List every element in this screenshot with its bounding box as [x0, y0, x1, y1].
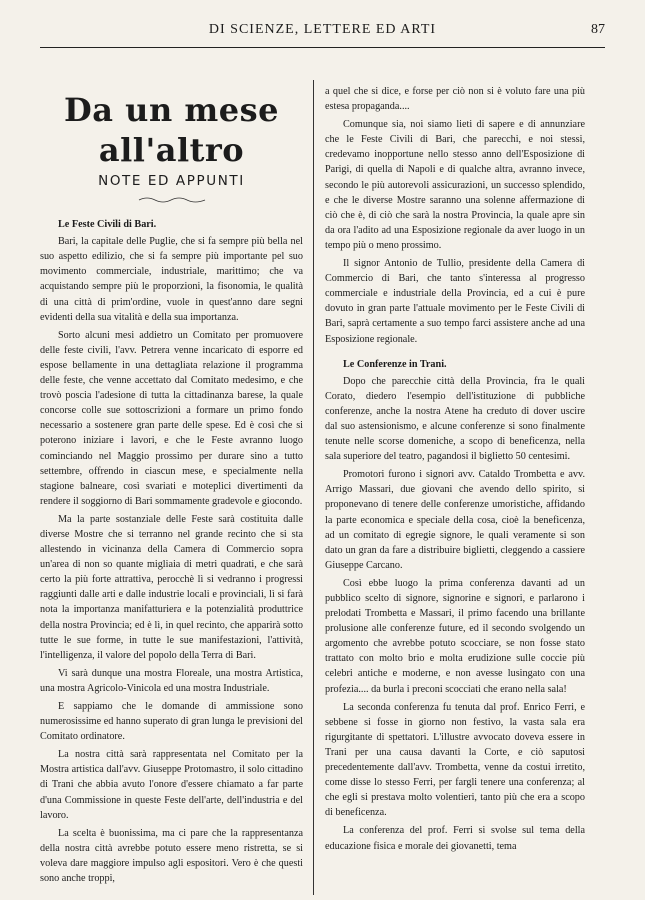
paragraph: Ma la parte sostanziale delle Feste sarà costituita dalle diverse Mostre che si terranno nel grande recinto che si sta allestendo in vicinanza della Camera di Commercio sopra un'area di non so quante migliaia di metri quadrati, e che sarà certo la più forte attrattiva, perocchè lì si vedranno i progressi raggiunti dalle arti e dalle industrie locali e provinciali, lì si farà nota la importanza manifatturiera e la potenzialità produttrice della nostra Provincia; ed è lì, in quel recinto, che apparirà sotto tutte le sue forme, in tutte le sue manifestazioni, l'attività, l'intelligenza, il valore del popolo della Terra di Bari. — [40, 513, 303, 661]
paragraph: Comunque sia, noi siamo lieti di sapere e di annunziare che le Feste Civili di Bari, che parecchi, e noi stessi, credevamo inopportune nello stesso anno dell'Esposizione di Parigi, di quella di Napoli e di qualche altra, avranno invece, secondo le più autorevoli assicurazioni, un successo splendido, e che le diverse Mostre saranno una solenne affermazione di ciò che è, di ciò che sarà la nostra Provincia, la quale apre sin da ora l'adito ad una Esposizione regionale da aver luogo in un tempo più o meno prossimo. — [325, 119, 585, 251]
paragraph: E sappiamo che le domande di ammissione sono numerosissime ed hanno superato di gran lunga le previsioni del Comitato ordinatore. — [40, 701, 303, 743]
masthead-title: Da un mese all'altro — [64, 91, 279, 169]
flourish-ornament — [137, 195, 207, 205]
paragraph: Così ebbe luogo la prima conferenza davanti ad un pubblico scelto di signore, signorine e signori, e parlarono i prelodati Trombetta e Massari, il primo facendo una brillante prolusione alle conferenze future, ed il secondo svolgendo un argomento che avrebbe potuto scocciare, se non fosse stato trattato con molto brio e molta erudizione sulle coccie più celebri antiche e moderne, e non avesse lusingato con una profezia.... da burla i preconi scocciati che erano nella sala! — [325, 577, 585, 695]
paragraph: a quel che si dice, e forse per ciò non si è voluto fare una più estesa propaganda.... — [325, 86, 585, 113]
page-number: 87 — [591, 22, 605, 37]
paragraph: La scelta è buonissima, ma ci pare che la rappresentanza della nostra città avrebbe potuto essere meno ristretta, se si voleva dare maggiore impulso agli espositori. Vero è che questi sono anche troppi, — [40, 827, 303, 885]
column-divider — [313, 80, 314, 895]
paragraph: La seconda conferenza fu tenuta dal prof. Enrico Ferri, e sebbene si fosse in giorno non festivo, la vasta sala era rigurgitante di spettatori. L'illustre avvocato doveva essere in Trani per una causa davanti la Corte, e ciò saputosi precedentemente dall'avv. Trombetta, venne da costui irretito, come disse lo stesso Ferri, per fargli tenere una conferenza; al che egli si prestava molto volentieri, tanto più che era a scopo di beneficenza. — [325, 701, 585, 819]
paragraph: La conferenza del prof. Ferri si svolse sul tema della educazione fisica e morale dei giovanetti, tema — [325, 825, 585, 852]
paragraph: Vi sarà dunque una mostra Floreale, una mostra Artistica, una mostra Agricolo-Vinicola ed una mostra Industriale. — [40, 667, 303, 694]
section-title-conferenze: Le Conferenze in Trani. — [343, 358, 447, 370]
paragraph: Dopo che parecchie città della Provincia, fra le quali Corato, diedero l'esempio dell'istituzione di pubbliche conferenze, anche la nostra Atene ha creduto di dover uscire dal suo astensionismo, e alcune conferenze si sono finalmente tenute nelle scorse domeniche, a scopo di beneficenza, nella sala superiore del teatro, pagandosi il biglietto 50 centesimi. — [325, 375, 585, 463]
paragraph: Sorto alcuni mesi addietro un Comitato per promuovere delle feste civili, l'avv. Petrera venne incaricato di esporre ed espose bellamente in una dettagliata relazione il programma delle feste, che venne accettato dal Comitato medesimo, e che trovò poscia l'adesione di tutta la cittadinanza barese, la quale concorse colle sue sottoscrizioni a formare un primo fondo necessario a sostenere gran parte delle spese. Ed è così che si poterono iniziare i lavori, e che le Feste avranno luogo cominciando nel Maggio prossimo per durare sino a tutto settembre, offrendo in ciascun mese, e specialmente nella stagione balneare, così svariati e moteplici divertimenti da rendere il soggiorno di Bari sommamente gradevole e giocondo. — [40, 329, 303, 507]
running-title: DI SCIENZE, LETTERE ED ARTI — [208, 22, 437, 37]
header-rule — [40, 47, 605, 48]
masthead-subtitle: NOTE ED APPUNTI — [98, 173, 245, 189]
right-column — [325, 84, 585, 854]
paragraph: Promotori furono i signori avv. Cataldo Trombetta e avv. Arrigo Massari, due giovani che avendo dello spirito, si proponevano di tenere delle conferenze umoristiche, affidando la parte economica e speciale della cosa, cioè la beneficenza, ad un comitato di egregie signore, le quali veramente si son dato un gran da fare a distribuire biglietti, cleggendo a cassiere Giuseppe Carcano. — [325, 469, 585, 571]
paragraph: Bari, la capitale delle Puglie, che si fa sempre più bella nel suo aspetto edilizio, che si fa sempre più importante pel suo movimento commerciale, industriale, marittimo; che va acquistando sempre più le proporzioni, la fisonomia, le qualità di una città di prim'ordine, vuole in quest'anno dare segni evidenti della sua vitalità e della sua importanza. — [40, 236, 303, 323]
left-column — [40, 84, 303, 886]
section-title-feste: Le Feste Civili di Bari. — [58, 219, 157, 231]
paragraph: Il signor Antonio de Tullio, presidente della Camera di Commercio di Bari, che tanto s'interessa al progresso commerciale e industriale della Provincia, ed a cui è pure dovuto in gran parte l'attuale movimento per le Feste Civili di Bari, saprà certamente a suo tempo farci assistere anche ad una Esposizione regionale. — [325, 258, 585, 345]
paragraph: La nostra città sarà rappresentata nel Comitato per la Mostra artistica dall'avv. Giuseppe Protomastro, il solo cittadino di Trani che abbia avuto l'onore d'essere chiamato a far parte d'una Commissione in queste Feste dell'arte, dell'industria e del lavoro. — [40, 749, 303, 821]
running-header — [40, 22, 605, 48]
